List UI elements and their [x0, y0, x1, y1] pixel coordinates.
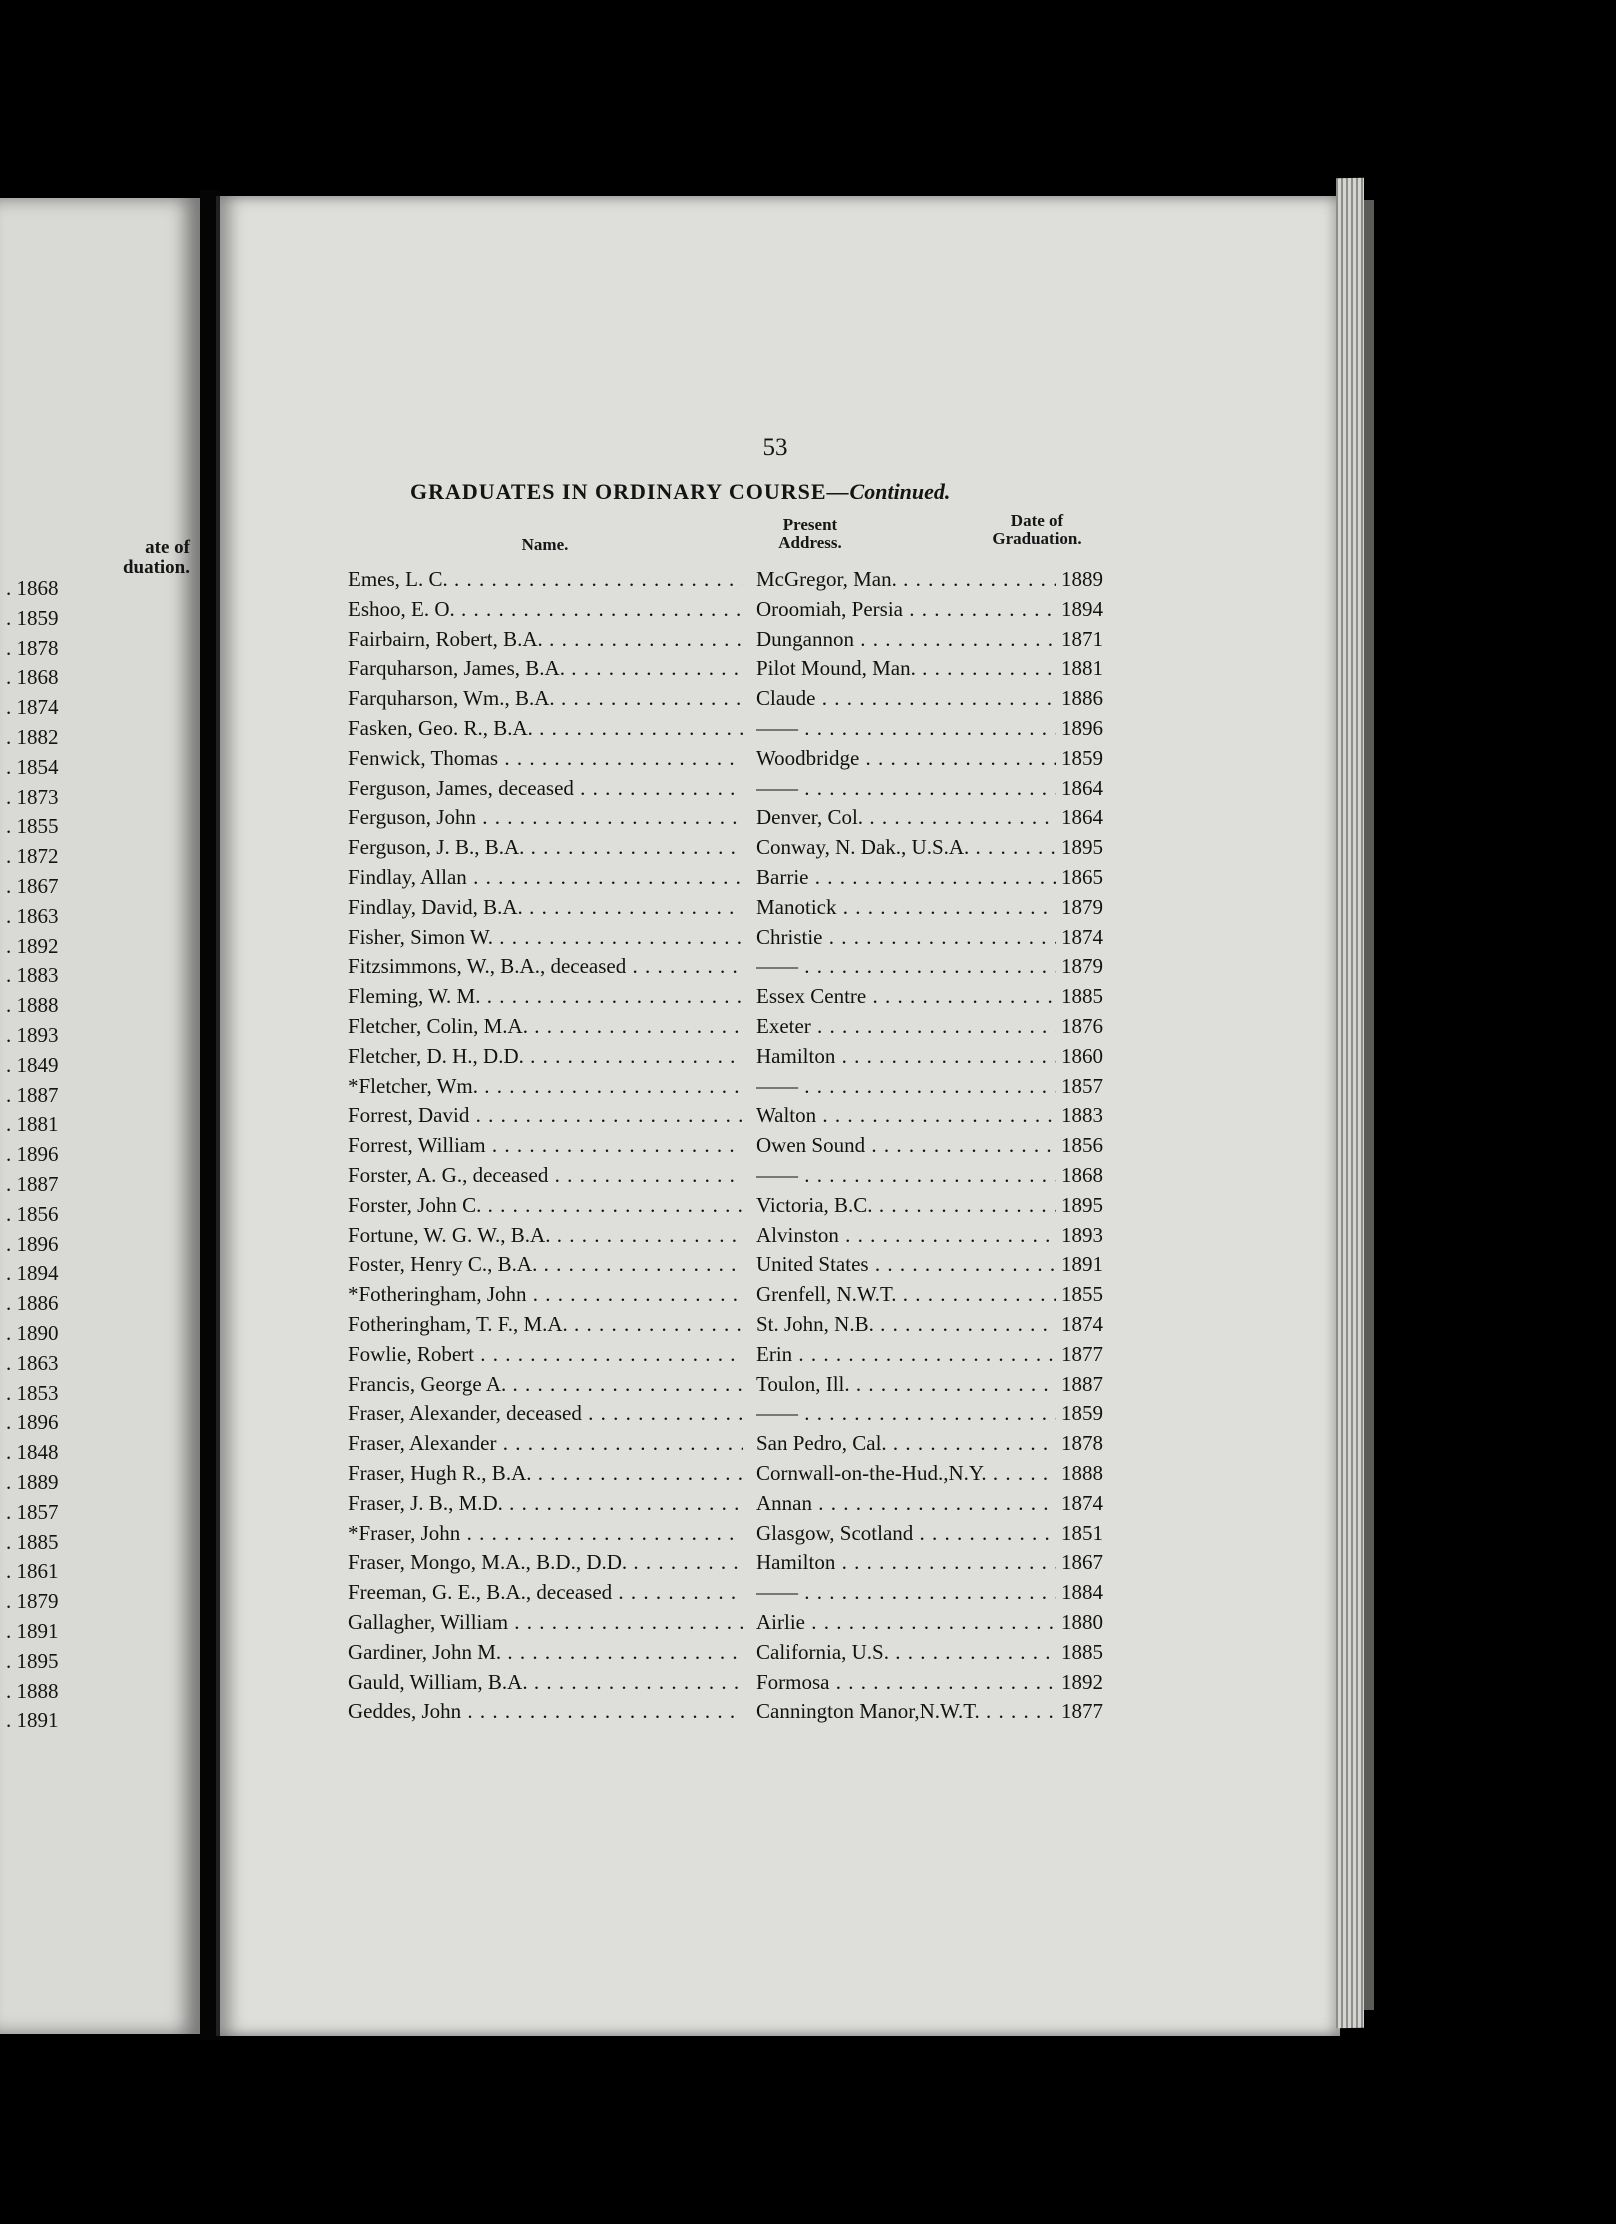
table-row: [348, 922, 1328, 952]
left-year-item: . 1881: [6, 1112, 59, 1137]
address-cell: Alvinston . . .: [756, 1220, 1056, 1250]
left-year-item: . 1857: [6, 1499, 59, 1524]
name-cell: Findlay, Allan . . .: [348, 862, 743, 892]
year-cell: 1874: [1061, 1490, 1103, 1515]
left-year-item: . 1885: [6, 1529, 59, 1554]
book-cover-edge: [1364, 200, 1374, 2010]
name-cell: Fletcher, D. H., D.D. . . .: [348, 1041, 743, 1071]
table-row: [348, 624, 1328, 654]
name-cell: Gardiner, John M. . . .: [348, 1637, 743, 1667]
address-cell: Manotick . . .: [756, 892, 1056, 922]
year-cell: 1888: [1061, 1461, 1103, 1485]
name-cell: Fenwick, Thomas . . .: [348, 743, 743, 773]
section-title-main: GRADUATES IN ORDINARY COURSE—: [410, 479, 850, 504]
address-cell: United States . . .: [756, 1249, 1056, 1279]
year-cell: 1889: [1061, 567, 1103, 591]
name-cell: Findlay, David, B.A. . . .: [348, 892, 743, 922]
year-cell: 1887: [1061, 1371, 1103, 1396]
left-page-column-header: [123, 538, 190, 578]
name-cell: Francis, George A. . . .: [348, 1369, 743, 1399]
address-cell: Owen Sound . . .: [756, 1130, 1056, 1160]
column-header-name-label: Name.: [521, 535, 569, 554]
year-cell: 1860: [1061, 1043, 1103, 1068]
table-row: [348, 1220, 1328, 1250]
name-cell: Fraser, Alexander, deceased . . .: [348, 1398, 743, 1428]
table-row: [348, 1637, 1328, 1667]
address-cell: Pilot Mound, Man. . . .: [756, 653, 1056, 683]
left-year-item: . 1863: [6, 903, 59, 928]
year-cell: 1892: [1061, 1669, 1103, 1694]
year-cell: 1876: [1061, 1014, 1103, 1038]
name-cell: Fortune, W. G. W., B.A. . . .: [348, 1220, 743, 1250]
left-year-item: . 1883: [6, 963, 59, 988]
year-cell: 1893: [1061, 1222, 1103, 1247]
left-year-item: . 1872: [6, 844, 59, 869]
year-cell: 1877: [1061, 1699, 1103, 1724]
left-year-item: . 1892: [6, 933, 59, 958]
left-year-item: . 1874: [6, 695, 59, 720]
name-cell: Fraser, Hugh R., B.A. . . .: [348, 1458, 743, 1488]
left-year-item: . 1891: [6, 1619, 59, 1643]
address-cell: Cornwall-on-the-Hud.,N.Y. . . .: [756, 1458, 1056, 1488]
address-cell: Glasgow, Scotland . . .: [756, 1518, 1056, 1548]
table-row: [348, 1249, 1328, 1279]
table-row: [348, 743, 1328, 773]
year-cell: 1867: [1061, 1550, 1103, 1575]
address-cell: —— . . .: [756, 713, 1056, 743]
address-cell: —— . . .: [756, 773, 1056, 803]
address-cell: —— . . .: [756, 1398, 1056, 1428]
address-cell: Cannington Manor,N.W.T. . . .: [756, 1696, 1056, 1726]
column-header-date-line1: Date of: [1010, 511, 1064, 530]
name-cell: Fletcher, Colin, M.A. . . .: [348, 1011, 743, 1041]
name-cell: *Fletcher, Wm. . . .: [348, 1071, 743, 1101]
column-header-date: [962, 512, 1112, 548]
year-cell: 1859: [1061, 745, 1103, 770]
name-cell: Ferguson, J. B., B.A. . . .: [348, 832, 743, 862]
year-cell: 1885: [1061, 984, 1103, 1009]
year-cell: 1851: [1061, 1520, 1103, 1545]
left-year-item: . 1896: [6, 1231, 59, 1256]
address-cell: McGregor, Man. . . .: [756, 564, 1056, 594]
address-cell: Claude . . .: [756, 683, 1056, 713]
left-year-item: . 1873: [6, 784, 59, 809]
section-title: [410, 479, 1130, 505]
table-row: [348, 1011, 1328, 1041]
year-cell: 1855: [1061, 1282, 1103, 1307]
address-cell: Victoria, B.C. . . .: [756, 1190, 1056, 1220]
year-cell: 1883: [1061, 1103, 1103, 1128]
name-cell: Gauld, William, B.A. . . .: [348, 1667, 743, 1697]
left-year-item: . 1896: [6, 1142, 59, 1167]
left-header-line1: ate of: [145, 537, 190, 558]
table-row: [348, 951, 1328, 981]
left-year-item: . 1895: [6, 1648, 59, 1673]
year-cell: 1878: [1061, 1431, 1103, 1456]
year-cell: 1886: [1061, 686, 1103, 711]
table-row: [348, 773, 1328, 803]
table-row: [348, 1130, 1328, 1160]
left-year-item: . 1886: [6, 1291, 59, 1316]
column-header-address-line2: Address.: [778, 533, 842, 552]
address-cell: Exeter . . .: [756, 1011, 1056, 1041]
table-row: [348, 564, 1328, 594]
address-cell: California, U.S. . . .: [756, 1637, 1056, 1667]
year-cell: 1864: [1061, 805, 1103, 830]
section-title-continued: Continued.: [849, 479, 951, 504]
year-cell: 1857: [1061, 1073, 1103, 1098]
year-cell: 1891: [1061, 1252, 1103, 1277]
name-cell: *Fotheringham, John . . .: [348, 1279, 743, 1309]
name-cell: Fairbairn, Robert, B.A. . . .: [348, 624, 743, 654]
table-row: [348, 1488, 1328, 1518]
table-row: [348, 892, 1328, 922]
name-cell: Fasken, Geo. R., B.A. . . .: [348, 713, 743, 743]
left-header-line2: duation.: [122, 557, 190, 578]
table-row: [348, 832, 1328, 862]
address-cell: Hamilton . . .: [756, 1041, 1056, 1071]
address-cell: Christie . . .: [756, 922, 1056, 952]
left-year-item: . 1888: [6, 993, 59, 1018]
address-cell: Denver, Col. . . .: [756, 802, 1056, 832]
address-cell: Conway, N. Dak., U.S.A. . . .: [756, 832, 1056, 862]
name-cell: Farquharson, Wm., B.A. . . .: [348, 683, 743, 713]
left-year-item: . 1854: [6, 754, 59, 779]
name-cell: Fowlie, Robert . . .: [348, 1339, 743, 1369]
left-year-item: . 1861: [6, 1559, 59, 1584]
table-row: [348, 1547, 1328, 1577]
left-year-item: . 1868: [6, 576, 59, 600]
name-cell: Ferguson, John . . .: [348, 802, 743, 832]
address-cell: —— . . .: [756, 951, 1056, 981]
address-cell: Walton . . .: [756, 1100, 1056, 1130]
table-row: [348, 1369, 1328, 1399]
column-header-address-line1: Present: [782, 515, 838, 534]
left-year-item: . 1853: [6, 1380, 59, 1405]
address-cell: Dungannon . . .: [756, 624, 1056, 654]
address-cell: Formosa . . .: [756, 1667, 1056, 1697]
name-cell: Fraser, Mongo, M.A., B.D., D.D. . . .: [348, 1547, 743, 1577]
name-cell: Freeman, G. E., B.A., deceased . . .: [348, 1577, 743, 1607]
name-cell: Geddes, John . . .: [348, 1696, 743, 1726]
name-cell: Forrest, David . . .: [348, 1100, 743, 1130]
page-edges: [1336, 178, 1364, 2028]
address-cell: Woodbridge . . .: [756, 743, 1056, 773]
name-cell: Foster, Henry C., B.A. . . .: [348, 1249, 743, 1279]
year-cell: 1895: [1061, 835, 1103, 860]
table-row: [348, 1100, 1328, 1130]
table-row: [348, 1041, 1328, 1071]
column-header-address: [745, 516, 875, 552]
left-year-item: . 1887: [6, 1082, 59, 1107]
address-cell: Toulon, Ill. . . .: [756, 1369, 1056, 1399]
left-year-item: . 1859: [6, 605, 59, 630]
table-row: [348, 1696, 1328, 1726]
name-cell: Fisher, Simon W. . . .: [348, 922, 743, 952]
year-cell: 1864: [1061, 775, 1103, 800]
name-cell: Fleming, W. M. . . .: [348, 981, 743, 1011]
table-row: [348, 1577, 1328, 1607]
table-row: [348, 1458, 1328, 1488]
table-row: [348, 683, 1328, 713]
year-cell: 1881: [1061, 656, 1103, 681]
year-cell: 1895: [1061, 1192, 1103, 1217]
table-row: [348, 862, 1328, 892]
table-row: [348, 1190, 1328, 1220]
address-cell: St. John, N.B. . . .: [756, 1309, 1056, 1339]
address-cell: —— . . .: [756, 1071, 1056, 1101]
year-cell: 1856: [1061, 1133, 1103, 1158]
table-row: [348, 1339, 1328, 1369]
left-year-item: . 1894: [6, 1261, 59, 1286]
table-row: [348, 802, 1328, 832]
table-row: [348, 1667, 1328, 1697]
year-cell: 1885: [1061, 1639, 1103, 1664]
table-row: [348, 1309, 1328, 1339]
table-row: [348, 1279, 1328, 1309]
left-year-item: . 1889: [6, 1470, 59, 1494]
table-row: [348, 653, 1328, 683]
left-year-item: . 1896: [6, 1410, 59, 1435]
table-row: [348, 1428, 1328, 1458]
right-page: [216, 196, 1340, 2036]
left-year-item: . 1890: [6, 1321, 59, 1345]
year-cell: 1894: [1061, 596, 1103, 621]
address-cell: —— . . .: [756, 1577, 1056, 1607]
left-year-item: . 1887: [6, 1172, 59, 1196]
left-year-item: . 1878: [6, 635, 59, 660]
left-year-item: . 1849: [6, 1052, 59, 1077]
left-year-item: . 1856: [6, 1201, 59, 1226]
table-row: [348, 1607, 1328, 1637]
name-cell: Emes, L. C. . . .: [348, 564, 743, 594]
year-cell: 1879: [1061, 954, 1103, 979]
year-cell: 1896: [1061, 716, 1103, 740]
name-cell: Ferguson, James, deceased . . .: [348, 773, 743, 803]
page-number: 53: [762, 434, 788, 461]
year-cell: 1868: [1061, 1163, 1103, 1187]
table-row: [348, 1518, 1328, 1548]
left-year-item: . 1888: [6, 1678, 59, 1703]
table-row: [348, 713, 1328, 743]
name-cell: Fotheringham, T. F., M.A. . . .: [348, 1309, 743, 1339]
left-year-item: . 1893: [6, 1023, 59, 1047]
name-cell: Gallagher, William . . .: [348, 1607, 743, 1637]
year-cell: 1879: [1061, 894, 1103, 919]
table-row: [348, 981, 1328, 1011]
left-year-item: . 1882: [6, 725, 59, 749]
address-cell: Hamilton . . .: [756, 1547, 1056, 1577]
address-cell: Erin . . .: [756, 1339, 1056, 1369]
year-cell: 1865: [1061, 865, 1103, 889]
table-row: [348, 1071, 1328, 1101]
name-cell: Forster, A. G., deceased . . .: [348, 1160, 743, 1190]
left-year-item: . 1868: [6, 665, 59, 690]
year-cell: 1859: [1061, 1401, 1103, 1426]
name-cell: Fitzsimmons, W., B.A., deceased . . .: [348, 951, 743, 981]
address-cell: Barrie . . .: [756, 862, 1056, 892]
table-row: [348, 1398, 1328, 1428]
address-cell: Airlie . . .: [756, 1607, 1056, 1637]
address-cell: Essex Centre . . .: [756, 981, 1056, 1011]
left-year-item: . 1863: [6, 1350, 59, 1375]
year-cell: 1874: [1061, 924, 1103, 949]
address-cell: —— . . .: [756, 1160, 1056, 1190]
left-year-item: . 1879: [6, 1589, 59, 1614]
table-row: [348, 594, 1328, 624]
year-cell: 1871: [1061, 626, 1103, 651]
name-cell: Forster, John C. . . .: [348, 1190, 743, 1220]
column-header-date-line2: Graduation.: [992, 529, 1082, 548]
year-cell: 1880: [1061, 1610, 1103, 1634]
left-year-item: . 1855: [6, 814, 59, 839]
left-page: [0, 198, 200, 2034]
address-cell: Oroomiah, Persia . . .: [756, 594, 1056, 624]
address-cell: Annan . . .: [756, 1488, 1056, 1518]
column-header-name: [475, 536, 615, 554]
name-cell: Eshoo, E. O. . . .: [348, 594, 743, 624]
address-cell: Grenfell, N.W.T. . . .: [756, 1279, 1056, 1309]
name-cell: Farquharson, James, B.A. . . .: [348, 653, 743, 683]
year-cell: 1874: [1061, 1312, 1103, 1336]
year-cell: 1884: [1061, 1580, 1103, 1605]
left-year-item: . 1867: [6, 874, 59, 898]
table-row: [348, 1160, 1328, 1190]
name-cell: *Fraser, John . . .: [348, 1518, 743, 1548]
address-cell: San Pedro, Cal. . . .: [756, 1428, 1056, 1458]
left-year-item: . 1891: [6, 1708, 59, 1733]
year-cell: 1877: [1061, 1341, 1103, 1366]
left-year-item: . 1848: [6, 1440, 59, 1465]
name-cell: Fraser, J. B., M.D. . . .: [348, 1488, 743, 1518]
name-cell: Fraser, Alexander . . .: [348, 1428, 743, 1458]
name-cell: Forrest, William . . .: [348, 1130, 743, 1160]
